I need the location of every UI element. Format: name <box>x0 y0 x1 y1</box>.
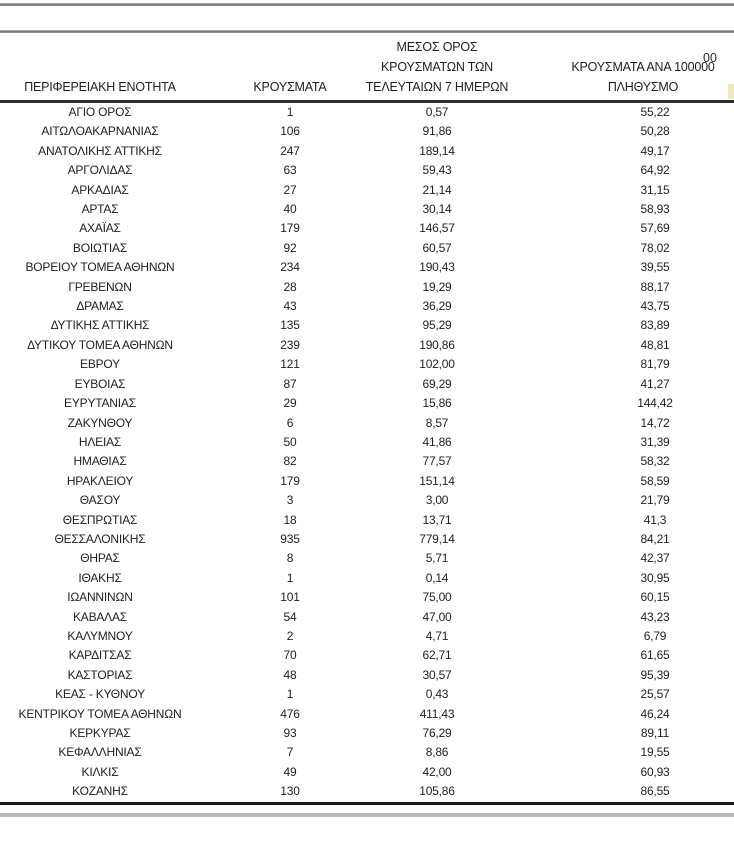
cell-region: ΖΑΚΥΝΘΟΥ <box>67 415 133 430</box>
cell-cases: 101 <box>280 590 300 605</box>
cell-per100k: 19,55 <box>640 745 670 760</box>
cell-region: ΑΡΚΑΔΙΑΣ <box>71 182 129 197</box>
table-row <box>0 258 734 277</box>
table-row <box>0 627 734 646</box>
cell-region: ΗΡΑΚΛΕΙΟΥ <box>66 473 134 488</box>
cell-region: ΚΕΑΣ - ΚΥΘΝΟΥ <box>55 687 145 702</box>
cell-region: ΕΒΡΟΥ <box>80 357 120 372</box>
cell-avg7: 190,86 <box>419 337 455 352</box>
cell-region: ΚΑΛΥΜΝΟΥ <box>67 628 133 643</box>
cell-avg7: 59,43 <box>422 163 452 178</box>
cell-cases: 135 <box>280 318 300 333</box>
top-divider-rule-2 <box>0 30 734 33</box>
cell-per100k: 48,81 <box>640 337 670 352</box>
cell-avg7: 4,71 <box>425 628 449 643</box>
cell-avg7: 36,29 <box>422 299 452 314</box>
cell-cases: 935 <box>280 531 300 546</box>
cell-region: ΗΜΑΘΙΑΣ <box>73 454 127 469</box>
cell-cases: 63 <box>283 163 297 178</box>
cell-avg7: 8,57 <box>425 415 449 430</box>
cell-cases: 179 <box>280 473 300 488</box>
table-row <box>0 666 734 685</box>
cell-avg7: 0,43 <box>425 687 449 702</box>
cutoff-column-fragment: 00 <box>703 51 717 65</box>
cell-avg7: 75,00 <box>422 590 452 605</box>
table-row <box>0 491 734 510</box>
cell-avg7: 69,29 <box>422 376 452 391</box>
cell-region: ΚΕΝΤΡΙΚΟΥ ΤΟΜΕΑ ΑΘΗΝΩΝ <box>18 706 182 721</box>
cell-avg7: 151,14 <box>419 473 455 488</box>
cell-cases: 50 <box>283 434 297 449</box>
cell-region: ΙΘΑΚΗΣ <box>78 570 122 585</box>
cell-region: ΑΙΤΩΛΟΑΚΑΡΝΑΝΙΑΣ <box>41 124 159 139</box>
cell-per100k: 61,65 <box>640 648 670 663</box>
cell-cases: 8 <box>286 551 294 566</box>
table-row <box>0 685 734 704</box>
cell-cases: 2 <box>286 628 294 643</box>
table-row <box>0 375 734 394</box>
cell-region: ΕΥΒΟΙΑΣ <box>74 376 126 391</box>
cell-avg7: 3,00 <box>425 493 449 508</box>
column-header-region-label: ΠΕΡΙΦΕΡΕΙΑΚΗ ΕΝΟΤΗΤΑ <box>24 80 176 94</box>
table-row <box>0 297 734 316</box>
cell-per100k: 89,11 <box>640 726 670 740</box>
cell-avg7: 95,29 <box>422 318 452 333</box>
cell-region: ΚΑΒΑΛΑΣ <box>72 609 128 624</box>
cell-per100k: 60,15 <box>640 590 670 605</box>
column-header-region <box>0 77 200 97</box>
column-header-avg7days <box>347 37 527 97</box>
cell-region: ΕΥΡΥΤΑΝΙΑΣ <box>64 396 136 411</box>
cell-region: ΘΑΣΟΥ <box>79 493 121 508</box>
cell-cases: 1 <box>286 570 294 585</box>
cell-region: ΘΕΣΠΡΩΤΙΑΣ <box>62 512 138 527</box>
cell-per100k: 30,95 <box>640 570 670 585</box>
cell-cases: 29 <box>283 396 297 411</box>
column-header-avg7days-line2: ΚΡΟΥΣΜΑΤΩΝ ΤΩΝ <box>381 60 493 74</box>
table-row <box>0 355 734 374</box>
cell-region: ΗΛΕΙΑΣ <box>78 434 122 449</box>
cell-per100k: 58,59 <box>640 473 670 488</box>
cell-avg7: 91,86 <box>422 124 452 139</box>
cell-avg7: 19,29 <box>422 279 452 294</box>
cell-cases: 93 <box>283 726 297 740</box>
cell-cases: 179 <box>280 221 300 236</box>
table-row <box>0 278 734 297</box>
column-header-avg7days-line3: ΤΕΛΕΥΤΑΙΩΝ 7 ΗΜΕΡΩΝ <box>365 80 509 94</box>
cell-per100k: 25,57 <box>640 687 670 702</box>
cell-per100k: 49,17 <box>640 143 670 158</box>
table-body <box>0 103 734 802</box>
cell-cases: 82 <box>283 454 297 469</box>
table-row <box>0 530 734 549</box>
cell-cases: 1 <box>286 105 294 119</box>
cell-avg7: 102,00 <box>419 357 455 372</box>
cell-per100k: 42,37 <box>640 551 670 566</box>
cell-region: ΙΩΑΝΝΙΝΩΝ <box>67 590 133 605</box>
table-row <box>0 743 734 762</box>
cell-avg7: 146,57 <box>419 221 455 236</box>
cell-per100k: 21,79 <box>640 493 670 508</box>
cell-region: ΚΕΦΑΛΛΗΝΙΑΣ <box>58 745 142 760</box>
cell-per100k: 64,92 <box>640 163 670 178</box>
cell-avg7: 0,14 <box>425 570 449 585</box>
cell-cases: 130 <box>280 784 300 799</box>
cell-cases: 1 <box>286 687 294 702</box>
cell-avg7: 15,86 <box>422 396 452 411</box>
cell-avg7: 30,14 <box>422 202 452 217</box>
column-header-per100k-line2: ΠΛΗΘΥΣΜΟ <box>607 80 679 94</box>
table-row <box>0 181 734 200</box>
cell-avg7: 13,71 <box>422 512 452 527</box>
table-row <box>0 394 734 413</box>
cell-cases: 476 <box>280 706 300 721</box>
table-row <box>0 472 734 491</box>
cell-per100k: 57,69 <box>640 221 670 236</box>
cell-cases: 87 <box>283 376 297 391</box>
cell-cases: 92 <box>283 240 297 255</box>
cell-region: ΚΑΡΔΙΤΣΑΣ <box>68 648 132 663</box>
table-row <box>0 161 734 180</box>
cell-avg7: 42,00 <box>422 764 452 779</box>
table-row <box>0 219 734 238</box>
table-row <box>0 782 734 801</box>
cell-cases: 18 <box>283 512 297 527</box>
cell-per100k: 41,27 <box>640 376 670 391</box>
cell-cases: 239 <box>280 337 300 352</box>
cell-per100k: 50,28 <box>640 124 670 139</box>
cell-avg7: 189,14 <box>419 143 455 158</box>
cell-per100k: 58,32 <box>640 454 670 469</box>
cell-region: ΚΟΖΑΝΗΣ <box>72 784 128 799</box>
cell-avg7: 190,43 <box>419 260 455 275</box>
cell-per100k: 43,23 <box>640 609 670 624</box>
table-row <box>0 414 734 433</box>
cell-per100k: 95,39 <box>640 667 670 682</box>
cell-region: ΘΗΡΑΣ <box>80 551 120 566</box>
table-row <box>0 316 734 335</box>
cell-avg7: 76,29 <box>422 726 452 740</box>
cutoff-highlight-fragment <box>728 84 734 99</box>
cell-per100k: 6,79 <box>643 628 667 643</box>
cell-region: ΔΥΤΙΚΟΥ ΤΟΜΕΑ ΑΘΗΝΩΝ <box>27 337 173 352</box>
table-row <box>0 239 734 258</box>
table-row <box>0 763 734 782</box>
table-row <box>0 608 734 627</box>
table-row <box>0 549 734 568</box>
cell-per100k: 78,02 <box>640 240 670 255</box>
cell-region: ΓΡΕΒΕΝΩΝ <box>68 279 132 294</box>
column-header-avg7days-line1: ΜΕΣΟΣ ΟΡΟΣ <box>396 40 478 54</box>
cell-per100k: 81,79 <box>640 357 670 372</box>
cell-per100k: 86,55 <box>640 784 670 799</box>
cell-avg7: 411,43 <box>419 706 455 721</box>
table-row <box>0 336 734 355</box>
cell-region: ΔΥΤΙΚΗΣ ΑΤΤΙΚΗΣ <box>50 318 150 333</box>
cell-region: ΘΕΣΣΑΛΟΝΙΚΗΣ <box>54 531 146 546</box>
cell-region: ΔΡΑΜΑΣ <box>76 299 124 314</box>
cell-avg7: 47,00 <box>422 609 452 624</box>
cell-cases: 70 <box>283 648 297 663</box>
cell-cases: 3 <box>286 493 294 508</box>
table-row <box>0 103 734 122</box>
cell-per100k: 46,24 <box>640 706 670 721</box>
column-header-cases-label: ΚΡΟΥΣΜΑΤΑ <box>253 80 327 94</box>
cell-cases: 54 <box>283 609 297 624</box>
cell-avg7: 41,86 <box>422 434 452 449</box>
cell-per100k: 144,42 <box>637 396 673 411</box>
cell-per100k: 41,3 <box>643 512 667 527</box>
cell-cases: 43 <box>283 299 297 314</box>
cell-per100k: 55,22 <box>640 105 670 119</box>
top-divider-rule-1 <box>0 3 734 6</box>
cell-per100k: 39,55 <box>640 260 670 275</box>
table-row <box>0 142 734 161</box>
cell-cases: 7 <box>286 745 294 760</box>
table-row <box>0 569 734 588</box>
cell-avg7: 779,14 <box>419 531 455 546</box>
cell-region: ΑΓΙΟ ΟΡΟΣ <box>68 105 132 119</box>
cell-avg7: 60,57 <box>422 240 452 255</box>
cell-avg7: 21,14 <box>422 182 452 197</box>
cell-region: ΚΑΣΤΟΡΙΑΣ <box>67 667 133 682</box>
table-header <box>0 34 734 100</box>
cell-region: ΑΡΓΟΛΙΔΑΣ <box>67 163 133 178</box>
cell-cases: 27 <box>283 182 297 197</box>
cell-per100k: 31,39 <box>640 434 670 449</box>
table-row <box>0 511 734 530</box>
column-header-per100k-line1: ΚΡΟΥΣΜΑΤΑ ΑΝΑ 100000 <box>571 60 715 74</box>
table-bottom-rule <box>0 802 734 805</box>
footer-divider-rule <box>0 813 734 817</box>
cell-per100k: 60,93 <box>640 764 670 779</box>
cell-region: ΑΝΑΤΟΛΙΚΗΣ ΑΤΤΙΚΗΣ <box>38 143 162 158</box>
cell-per100k: 88,17 <box>640 279 670 294</box>
cell-avg7: 30,57 <box>422 667 452 682</box>
table-row <box>0 646 734 665</box>
table-row <box>0 433 734 452</box>
cell-avg7: 0,57 <box>425 105 449 119</box>
cell-per100k: 31,15 <box>640 182 670 197</box>
cell-avg7: 8,86 <box>425 745 449 760</box>
cell-avg7: 62,71 <box>422 648 452 663</box>
cell-cases: 106 <box>280 124 300 139</box>
cell-region: ΑΧΑΪΑΣ <box>79 221 121 236</box>
cell-cases: 28 <box>283 279 297 294</box>
cell-cases: 247 <box>280 143 300 158</box>
cell-per100k: 14,72 <box>640 415 670 430</box>
table-row <box>0 200 734 219</box>
cell-region: ΒΟΙΩΤΙΑΣ <box>72 240 128 255</box>
cell-avg7: 105,86 <box>419 784 455 799</box>
table-row <box>0 588 734 607</box>
cell-cases: 48 <box>283 667 297 682</box>
cell-region: ΒΟΡΕΙΟΥ ΤΟΜΕΑ ΑΘΗΝΩΝ <box>25 260 175 275</box>
cell-region: ΚΙΛΚΙΣ <box>81 764 119 779</box>
cell-region: ΚΕΡΚΥΡΑΣ <box>69 726 131 740</box>
cell-per100k: 83,89 <box>640 318 670 333</box>
cell-cases: 234 <box>280 260 300 275</box>
cell-cases: 49 <box>283 764 297 779</box>
cell-per100k: 84,21 <box>640 531 670 546</box>
table-row <box>0 724 734 743</box>
cell-per100k: 58,93 <box>640 202 670 217</box>
table-row <box>0 705 734 724</box>
cell-cases: 40 <box>283 202 297 217</box>
cell-avg7: 5,71 <box>425 551 449 566</box>
cell-avg7: 77,57 <box>422 454 452 469</box>
table-row <box>0 122 734 141</box>
cell-region: ΑΡΤΑΣ <box>81 202 119 217</box>
cell-cases: 121 <box>280 357 300 372</box>
cell-cases: 6 <box>286 415 294 430</box>
table-row <box>0 452 734 471</box>
cell-per100k: 43,75 <box>640 299 670 314</box>
